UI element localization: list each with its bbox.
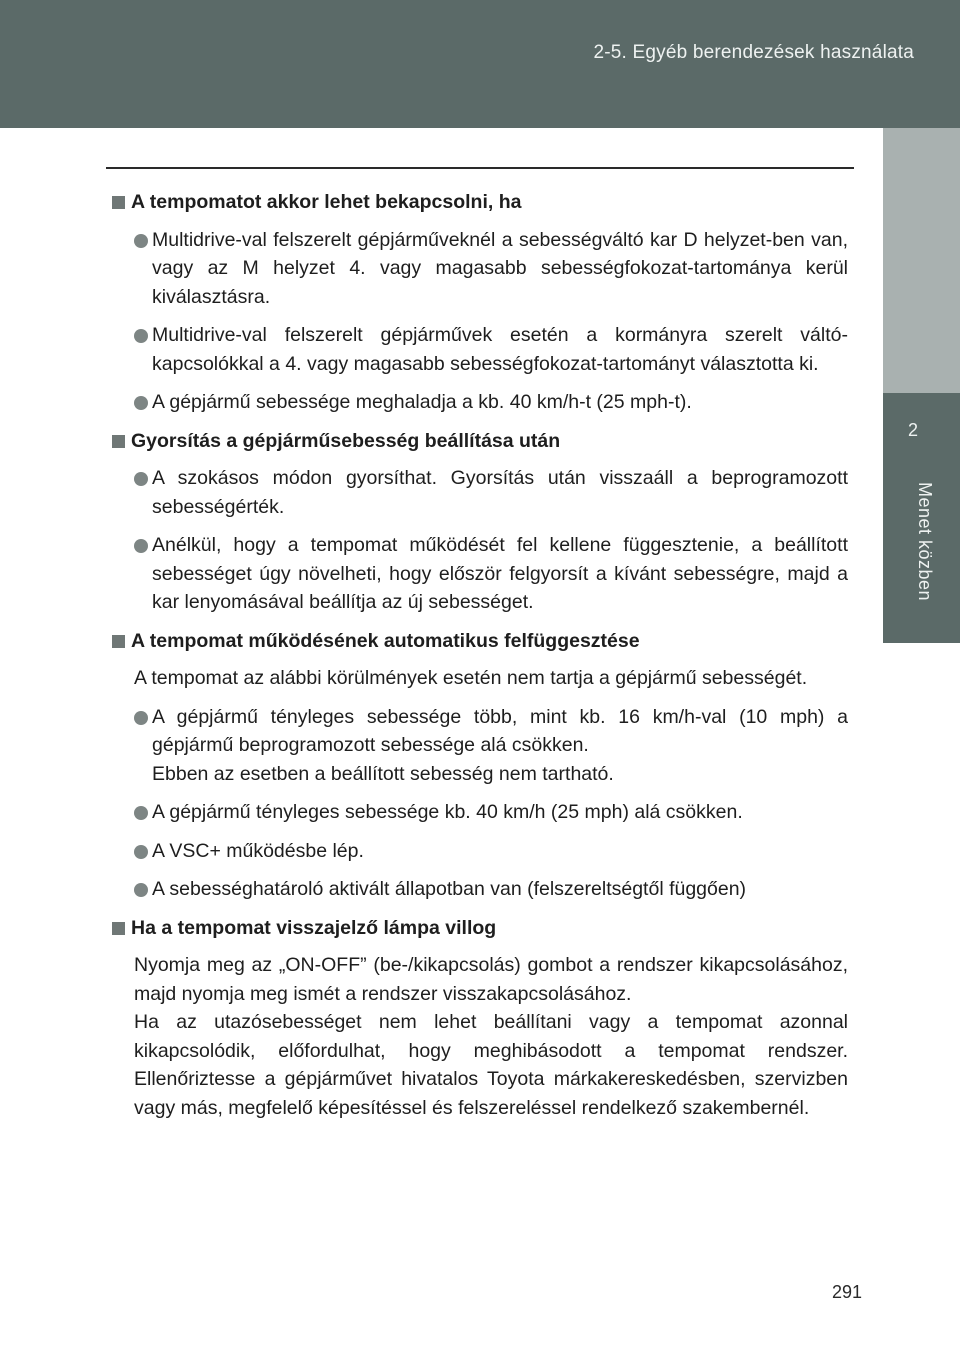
list-item — [134, 531, 848, 617]
list-item-text: Multidrive-val felszerelt gépjárművek esetén a kormányra szerelt váltó-kapcsolókkal a 4. vagy magasabb sebességfokozat-tartományt választotta ki. — [152, 324, 848, 375]
page-content — [106, 188, 848, 1132]
round-bullet-icon — [134, 472, 148, 486]
section-heading — [106, 914, 848, 943]
section-heading-text: Gyorsítás a gépjárműsebesség beállítása után — [131, 429, 561, 452]
paragraph-text: Ha az utazósebességet nem lehet beállítani vagy a tempomat azonnal kikapcsolódik, előfordulhat, hogy meghibásodott a tempomat rendszer. Ellenőriztesse a gépjárművet hivatalos Toyota márkakereskedésben, szervizben vagy más, megfelelő képesítéssel és felszereléssel rendelkező szakembernél. — [134, 1011, 848, 1119]
square-bullet-icon — [112, 196, 125, 209]
section-heading-text: A tempomat működésének automatikus felfüggesztése — [131, 629, 640, 652]
list-item — [134, 875, 848, 904]
page-number: 291 — [832, 1282, 863, 1302]
top-rule — [106, 167, 854, 169]
paragraph-text: Nyomja meg az „ON-OFF” (be-/kikapcsolás) gombot a rendszer kikapcsolásához, majd nyomja meg ismét a rendszer visszakapcsolásához. — [134, 954, 848, 1005]
list-item — [134, 321, 848, 378]
list-item-text: A gépjármű tényleges sebessége kb. 40 km/h (25 mph) alá csökken. — [152, 801, 743, 823]
list-item — [134, 388, 848, 417]
list-item — [134, 837, 848, 866]
round-bullet-icon — [134, 329, 148, 343]
chapter-number: 2 — [907, 420, 918, 440]
list-item-text: A szokásos módon gyorsíthat. Gyorsítás után visszaáll a beprogramozott sebességérték. — [152, 467, 848, 518]
side-tab-light — [883, 128, 960, 393]
paragraph — [134, 951, 848, 1122]
square-bullet-icon — [112, 635, 125, 648]
round-bullet-icon — [134, 234, 148, 248]
list-item-text: A sebességhatároló aktivált állapotban van (felszereltségtől függően) — [152, 878, 747, 900]
list-item-text: A gépjármű sebessége meghaladja a kb. 40 km/h-t (25 mph-t). — [152, 391, 692, 413]
list-item — [134, 226, 848, 312]
section-heading-text: A tempomatot akkor lehet bekapcsolni, ha — [131, 191, 522, 213]
section-heading-text: Ha a tempomat visszajelző lámpa villog — [131, 916, 497, 939]
square-bullet-icon — [112, 922, 125, 935]
header-band — [0, 0, 960, 128]
list-item — [134, 464, 848, 521]
list-item — [134, 703, 848, 789]
list-item-text: A gépjármű tényleges sebessége több, mint kb. 16 km/h-val (10 mph) a gépjármű beprogramozott sebessége alá csökken. — [152, 705, 848, 756]
section-title: 2-5. Egyéb berendezések használata — [593, 42, 914, 63]
section-heading — [106, 627, 848, 656]
round-bullet-icon — [134, 883, 148, 897]
section-intro: A tempomat az alábbi körülmények esetén nem tartja a gépjármű sebességét. — [134, 667, 808, 689]
list-item-text: Anélkül, hogy a tempomat működését fel kellene függesztenie, a beállított sebességet úgy növelheti, hogy először felgyorsít a kívánt sebességre, majd a kar lenyomásával beállítja az új sebességet. — [152, 534, 848, 613]
square-bullet-icon — [112, 435, 125, 448]
round-bullet-icon — [134, 539, 148, 553]
chapter-label: Menet közben — [915, 482, 935, 602]
list-item-text: Multidrive-val felszerelt gépjárműveknél a sebességváltó kar D helyzet-ben van, vagy az M helyzet 4. vagy magasabb sebességfokozat-tartománya kerül kiválasztásra. — [152, 228, 848, 308]
round-bullet-icon — [134, 396, 148, 410]
round-bullet-icon — [134, 845, 148, 859]
round-bullet-icon — [134, 806, 148, 820]
list-item — [134, 798, 848, 827]
list-item-text: A VSC+ működésbe lép. — [152, 839, 364, 862]
round-bullet-icon — [134, 711, 148, 725]
section-heading — [106, 188, 848, 217]
section-heading — [106, 427, 848, 456]
list-item-note: Ebben az esetben a beállított sebesség nem tartható. — [152, 762, 614, 785]
